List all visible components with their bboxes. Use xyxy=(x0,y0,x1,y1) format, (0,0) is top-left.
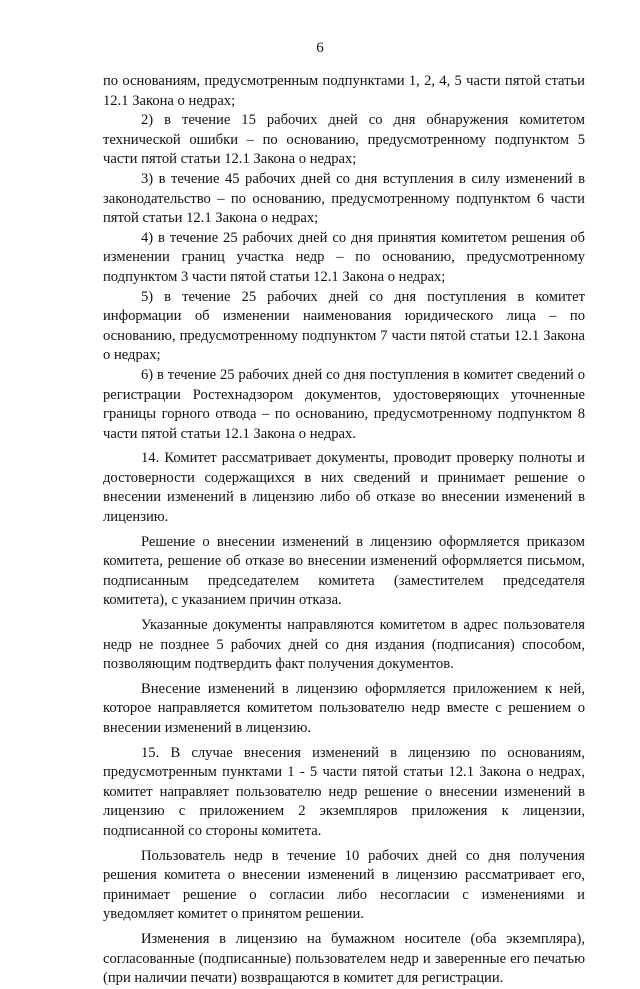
paragraph-clause-14: 14. Комитет рассматривает документы, проводит проверку полноты и достоверности содержащихся в них сведений и принимает решение о внесении изменений в лицензию либо об отказе во внесении изменений в лицензию. xyxy=(103,450,585,526)
document-body xyxy=(103,72,585,989)
paragraph-decision-form: Решение о внесении изменений в лицензию оформляется приказом комитета, решение об отказе во внесении изменений оформляется письмом, подписанным председателем комитета (заместителем председателя комитета), с указанием причин отказа. xyxy=(103,533,585,609)
paragraph-item-2: 2) в течение 15 рабочих дней со дня обнаружения комитетом технической ошибки – по основанию, предусмотренному подпунктом 5 части пятой статьи 12.1 Закона о недрах; xyxy=(103,112,585,168)
paragraph-user-review: Пользователь недр в течение 10 рабочих дней со дня получения решения комитета о внесении изменений в лицензию рассматривает его, принимает решение о согласии либо несогласии с изменениями и уведомляет комитет о принятом решении. xyxy=(103,847,585,923)
paragraph-item-4: 4) в течение 25 рабочих дней со дня принятия комитетом решения об изменении границ участка недр – по основанию, предусмотренному подпунктом 3 части пятой статьи 12.1 Закона о недрах; xyxy=(103,229,585,285)
paragraph-continuation: по основаниям, предусмотренным подпунктами 1, 2, 4, 5 части пятой статьи 12.1 Закона о недрах; xyxy=(103,73,585,109)
paragraph-paper-return: Изменения в лицензию на бумажном носителе (оба экземпляра), согласованные (подписанные) пользователем недр и заверенные его печатью (при наличии печати) возвращаются в комитет для регистрации. xyxy=(103,930,585,987)
paragraph-item-5: 5) в течение 25 рабочих дней со дня поступления в комитет информации об изменении наименования юридического лица – по основанию, предусмотренному подпунктом 7 части пятой статьи 12.1 Закона о недрах; xyxy=(103,288,585,364)
paragraph-documents-sent: Указанные документы направляются комитетом в адрес пользователя недр не позднее 5 рабочих дней со дня издания (подписания) способом, позволяющим подтвердить факт получения документов. xyxy=(103,617,585,673)
page-number: 6 xyxy=(316,40,324,56)
paragraph-clause-15: 15. В случае внесения изменений в лицензию по основаниям, предусмотренным пунктами 1 - 5 части пятой статьи 12.1 Закона о недрах, комитет направляет пользователю недр решение о внесении изменений в лицензию с приложением 2 экземпляров приложения к лицензии, подписанной со стороны комитета. xyxy=(103,744,585,839)
paragraph-item-3: 3) в течение 45 рабочих дней со дня вступления в силу изменений в законодательство – по основанию, предусмотренному подпунктом 6 части пятой статьи 12.1 Закона о недрах; xyxy=(103,170,585,227)
paragraph-license-appendix: Внесение изменений в лицензию оформляется приложением к ней, которое направляется комитетом пользователю недр вместе с решением о внесении изменений в лицензию. xyxy=(103,680,585,736)
paragraph-item-6: 6) в течение 25 рабочих дней со дня поступления в комитет сведений о регистрации Ростехнадзором документов, удостоверяющих уточненные границы горного отвода – по основанию, предусмотренному подпунктом 8 части пятой статьи 12.1 Закона о недрах. xyxy=(103,366,585,442)
